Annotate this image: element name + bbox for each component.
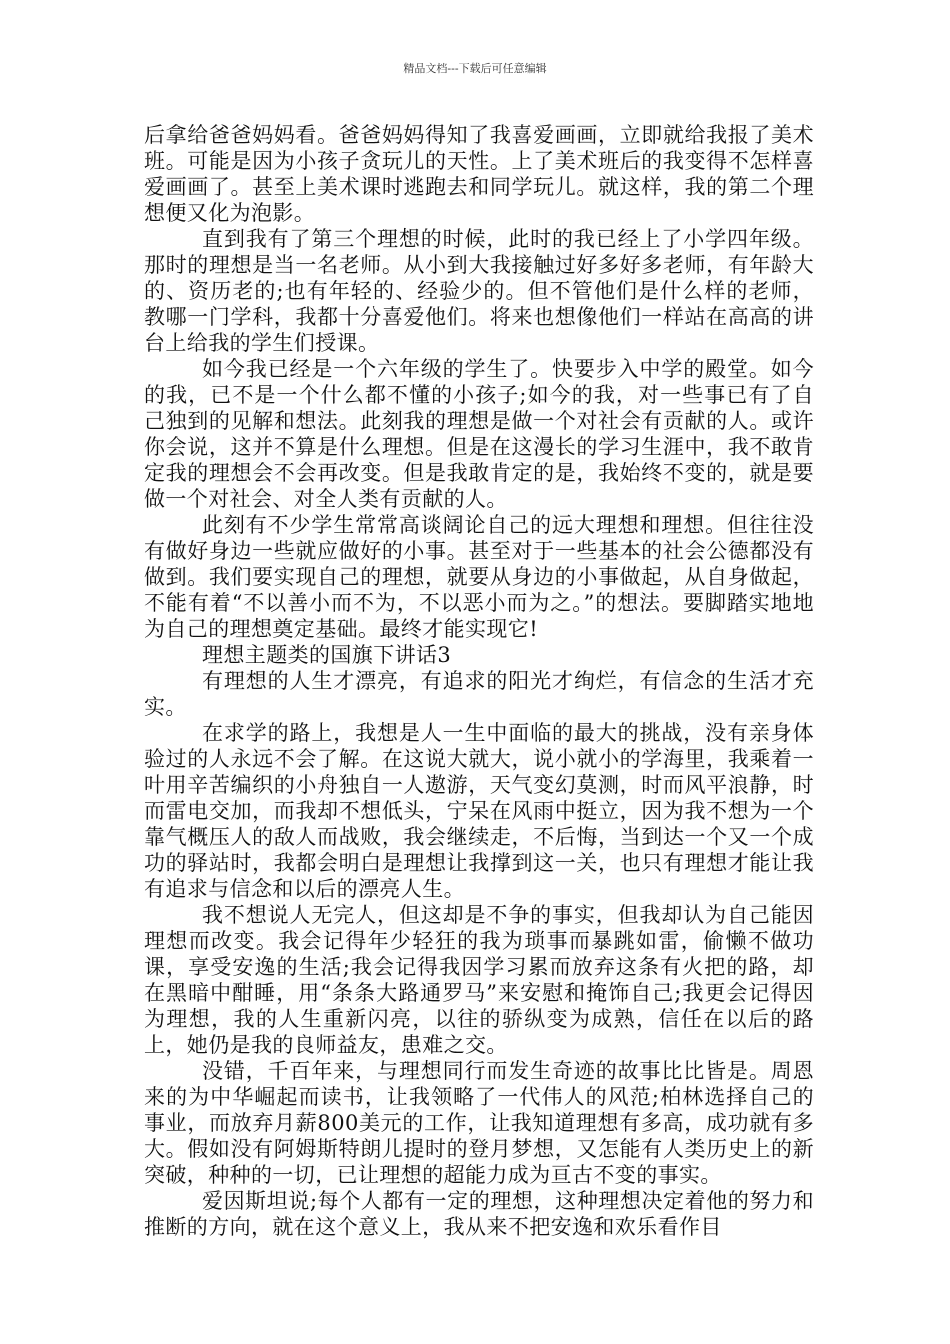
document-body (144, 122, 814, 1240)
paragraph: 此刻有不少学生常常高谈阔论自己的远大理想和理想。但往往没有做好身边一些就应做好的小事。甚至对于一些基本的社会公德都没有做到。我们要实现自己的理想，就要从身边的小事做起，从自身做起，不能有着“不以善小而不为，不以恶小而为之。”的想法。要脚踏实地地为自己的理想奠定基础。最终才能实现它! (144, 513, 814, 641)
paragraph: 如今我已经是一个六年级的学生了。快要步入中学的殿堂。如今的我，已不是一个什么都不懂的小孩子;如今的我，对一些事已有了自己独到的见解和想法。此刻我的理想是做一个对社会有贡献的人。或许你会说，这并不算是什么理想。但是在这漫长的学习生涯中，我不敢肯定我的理想会不会再改变。但是我敢肯定的是，我始终不变的，就是要做一个对社会、对全人类有贡献的人。 (144, 357, 814, 511)
paragraph: 在求学的路上，我想是人一生中面临的最大的挑战，没有亲身体验过的人永远不会了解。在这说大就大，说小就小的学海里，我乘着一叶用辛苦编织的小舟独自一人遨游，天气变幻莫测，时而风平浪静，时而雷电交加，而我却不想低头，宁呆在风雨中挺立，因为我不想为一个靠气概压人的敌人而战败，我会继续走，不后悔，当到达一个又一个成功的驿站时，我都会明白是理想让我撑到这一关，也只有理想才能让我有追求与信念和以后的漂亮人生。 (144, 721, 814, 901)
paragraph: 有理想的人生才漂亮，有追求的阳光才绚烂，有信念的生活才充实。 (144, 669, 814, 719)
paragraph: 我不想说人无完人，但这却是不争的事实，但我却认为自己能因理想而改变。我会记得年少轻狂的我为琐事而暴跳如雷，偷懒不做功课，享受安逸的生活;我会记得我因学习累而放弃这条有火把的路，却在黑暗中酣睡，用“条条大路通罗马”来安慰和掩饰自己;我更会记得因为理想，我的人生重新闪亮，以往的骄纵变为成熟，信任在以后的路上，她仍是我的良师益友，患难之交。 (144, 903, 814, 1057)
paragraph: 直到我有了第三个理想的时候，此时的我已经上了小学四年级。那时的理想是当一名老师。从小到大我接触过好多好多老师，有年龄大的、资历老的;也有年轻的、经验少的。但不管他们是什么样的老师，教哪一门学科，我都十分喜爱他们。将来也想像他们一样站在高高的讲台上给我的学生们授课。 (144, 227, 814, 355)
section-heading: 理想主题类的国旗下讲话3 (202, 643, 452, 667)
paragraph: 爱因斯坦说;每个人都有一定的理想，这种理想决定着他的努力和推断的方向，就在这个意义上，我从来不把安逸和欢乐看作目 (144, 1189, 814, 1239)
paragraph: 没错，千百年来，与理想同行而发生奇迹的故事比比皆是。周恩来的为中华崛起而读书，让我领略了一代伟人的风范;柏林选择自己的事业，而放弃月薪800美元的工作，让我知道理想有多高，成功就有多大。假如没有阿姆斯特朗儿提时的登月梦想，又怎能有人类历史上的新突破，种种的一切，已让理想的超能力成为亘古不变的事实。 (144, 1059, 814, 1187)
page-header: 精品文档---下载后可任意编辑 (403, 62, 547, 75)
paragraph: 后拿给爸爸妈妈看。爸爸妈妈得知了我喜爱画画，立即就给我报了美术班。可能是因为小孩子贪玩儿的天性。上了美术班后的我变得不怎样喜爱画画了。甚至上美术课时逃跑去和同学玩儿。就这样，我的第二个理想便又化为泡影。 (144, 123, 814, 225)
